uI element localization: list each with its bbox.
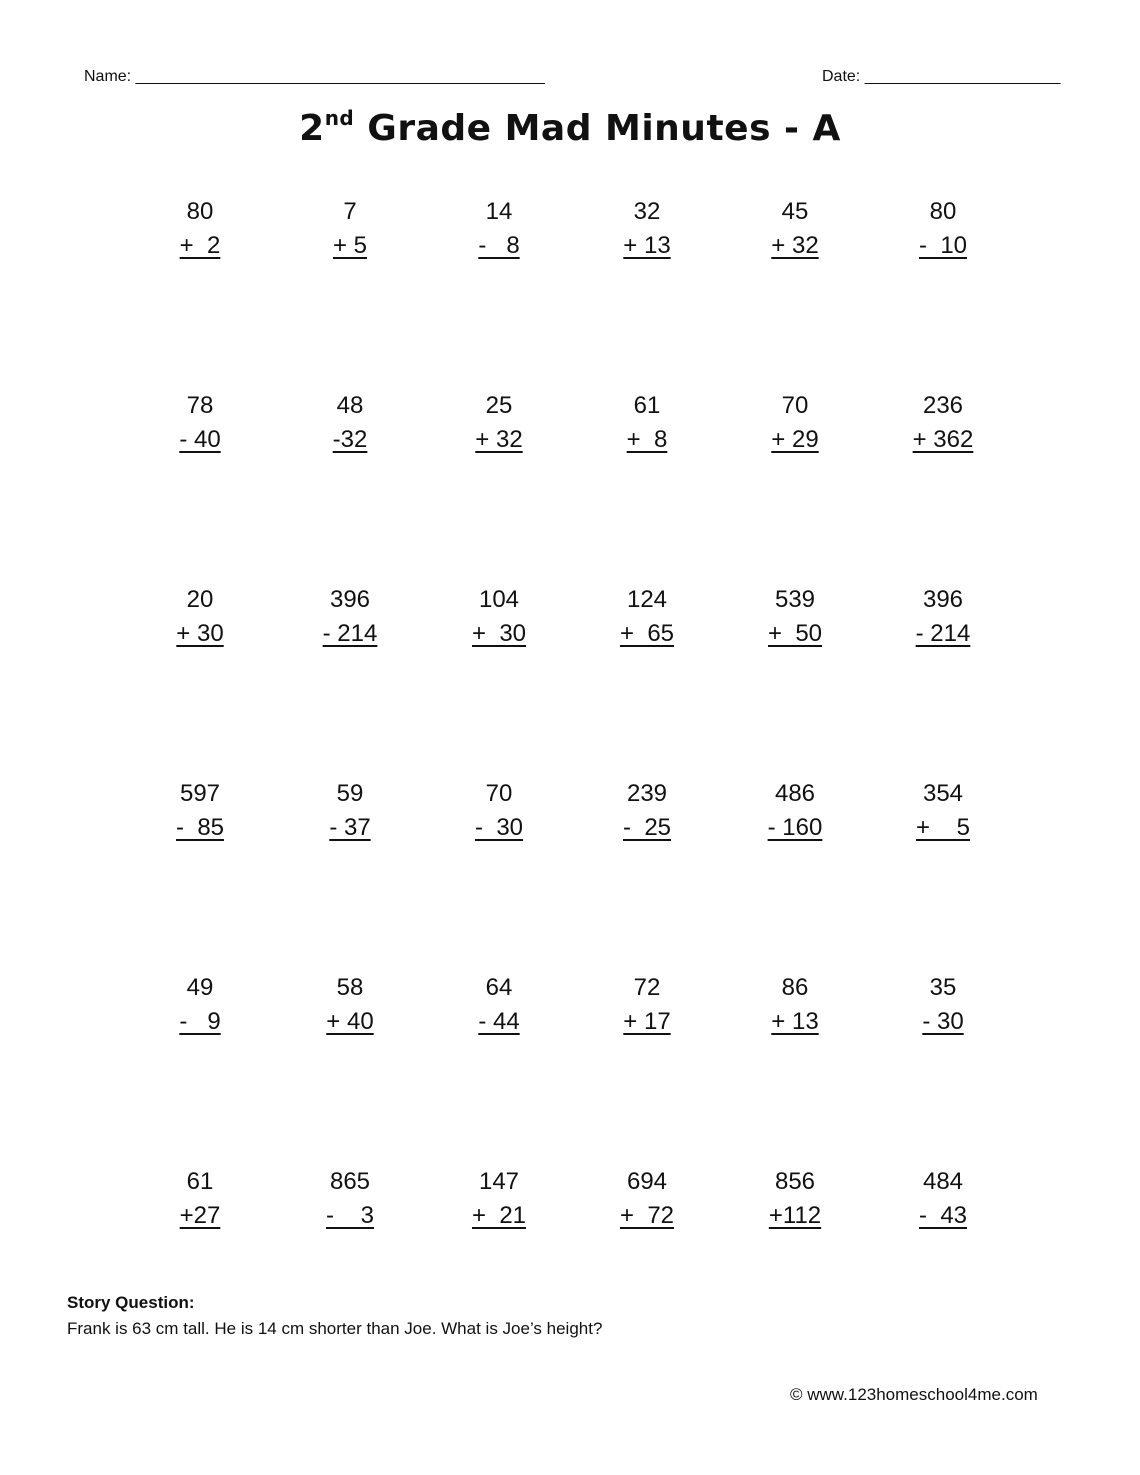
math-problem: [125, 971, 275, 1039]
problem-operator-line: [275, 229, 425, 263]
problem-top-number: 486: [774, 780, 816, 807]
math-problem: [868, 777, 1018, 845]
math-problem: [720, 971, 870, 1039]
problem-operator-line: [424, 1199, 574, 1233]
problem-operator-line: [275, 423, 425, 457]
problem-bottom-operand: + 65: [619, 620, 675, 647]
story-question-label: Story Question:: [67, 1293, 195, 1312]
math-problem: [868, 389, 1018, 457]
problem-bottom-operand: + 30: [471, 620, 527, 647]
problem-top-number: 32: [633, 198, 661, 225]
math-problem: [424, 389, 574, 457]
problem-bottom-operand: - 85: [175, 814, 225, 841]
problem-bottom-operand: - 44: [478, 1008, 520, 1035]
problem-bottom-operand: + 2: [179, 232, 221, 259]
problem-operator-line: [424, 229, 574, 263]
problem-top-number: 80: [929, 198, 957, 225]
problem-operator-line: [572, 1199, 722, 1233]
math-problem: [424, 1165, 574, 1233]
title-grade-number: 2: [299, 108, 325, 149]
problem-bottom-operand: + 5: [332, 232, 368, 259]
story-question-text: Frank is 63 cm tall. He is 14 cm shorter than Joe. What is Joe’s height?: [67, 1319, 603, 1338]
problem-operator-line: [275, 811, 425, 845]
problem-operator-line: [572, 1005, 722, 1039]
problem-top-number: 354: [922, 780, 964, 807]
math-problem: [868, 195, 1018, 263]
problem-operator-line: [868, 229, 1018, 263]
problem-top-number: 14: [485, 198, 513, 225]
problem-operator-line: [868, 1199, 1018, 1233]
problem-top-number: 64: [485, 974, 513, 1001]
problem-bottom-operand: + 32: [475, 426, 523, 453]
problem-bottom-operand: + 362: [912, 426, 974, 453]
math-problem: [720, 777, 870, 845]
problem-operator-line: [275, 617, 425, 651]
problem-top-number: 396: [329, 586, 371, 613]
problem-top-number: 35: [929, 974, 957, 1001]
problem-top-number: 70: [485, 780, 513, 807]
problem-top-number: 147: [478, 1168, 520, 1195]
math-problem: [424, 777, 574, 845]
problem-operator-line: [572, 617, 722, 651]
math-problem: [125, 195, 275, 263]
problem-bottom-operand: -32: [332, 426, 368, 453]
problem-bottom-operand: + 40: [326, 1008, 374, 1035]
math-problem: [572, 583, 722, 651]
problem-top-number: 80: [186, 198, 214, 225]
problem-operator-line: [868, 811, 1018, 845]
problem-operator-line: [424, 617, 574, 651]
math-problem: [720, 389, 870, 457]
math-problem: [720, 1165, 870, 1233]
math-problem: [424, 583, 574, 651]
math-problem: [572, 1165, 722, 1233]
problem-top-number: 48: [336, 392, 364, 419]
problem-top-number: 104: [478, 586, 520, 613]
problem-top-number: 61: [186, 1168, 214, 1195]
problem-bottom-operand: - 214: [915, 620, 971, 647]
problem-bottom-operand: + 30: [176, 620, 224, 647]
problem-operator-line: [720, 1199, 870, 1233]
problem-top-number: 124: [626, 586, 668, 613]
problem-operator-line: [572, 811, 722, 845]
problem-bottom-operand: - 25: [622, 814, 672, 841]
math-problem: [125, 1165, 275, 1233]
name-field-line: Name: ______________________________________________: [84, 68, 545, 85]
math-problem: [868, 583, 1018, 651]
problem-operator-line: [868, 423, 1018, 457]
problem-top-number: 597: [179, 780, 221, 807]
problem-top-number: 396: [922, 586, 964, 613]
problem-operator-line: [868, 1005, 1018, 1039]
copyright-text: © www.123homeschool4me.com: [790, 1385, 1038, 1404]
problem-operator-line: [424, 1005, 574, 1039]
problem-bottom-operand: - 9: [179, 1008, 221, 1035]
math-problem: [275, 583, 425, 651]
problem-operator-line: [868, 617, 1018, 651]
problem-top-number: 61: [633, 392, 661, 419]
problem-top-number: 865: [329, 1168, 371, 1195]
problem-operator-line: [275, 1005, 425, 1039]
problem-top-number: 59: [336, 780, 364, 807]
problem-bottom-operand: + 29: [771, 426, 819, 453]
math-problem: [275, 389, 425, 457]
problem-bottom-operand: - 160: [767, 814, 823, 841]
problem-operator-line: [125, 617, 275, 651]
math-problem: [572, 971, 722, 1039]
math-problem: [275, 195, 425, 263]
problem-bottom-operand: + 5: [915, 814, 971, 841]
problem-top-number: 86: [781, 974, 809, 1001]
problem-top-number: 694: [626, 1168, 668, 1195]
math-problem: [572, 389, 722, 457]
problem-top-number: 484: [922, 1168, 964, 1195]
math-problem: [424, 971, 574, 1039]
problem-top-number: 20: [186, 586, 214, 613]
problem-operator-line: [125, 423, 275, 457]
problem-operator-line: [720, 423, 870, 457]
problem-bottom-operand: - 3: [325, 1202, 374, 1229]
problem-operator-line: [720, 229, 870, 263]
problem-top-number: 7: [343, 198, 357, 225]
problem-bottom-operand: + 13: [623, 232, 671, 259]
problem-top-number: 236: [922, 392, 964, 419]
problem-operator-line: [572, 423, 722, 457]
problem-operator-line: [125, 811, 275, 845]
problem-top-number: 58: [336, 974, 364, 1001]
problem-top-number: 45: [781, 198, 809, 225]
problem-top-number: 49: [186, 974, 214, 1001]
problem-top-number: 856: [774, 1168, 816, 1195]
problem-bottom-operand: - 8: [478, 232, 520, 259]
math-problem: [720, 583, 870, 651]
problem-bottom-operand: - 43: [918, 1202, 968, 1229]
problem-operator-line: [720, 811, 870, 845]
problem-top-number: 539: [774, 586, 816, 613]
story-question: [67, 1290, 602, 1342]
problem-bottom-operand: - 40: [179, 426, 221, 453]
problem-operator-line: [125, 229, 275, 263]
math-problem: [125, 389, 275, 457]
math-problem: [424, 195, 574, 263]
math-problem: [868, 971, 1018, 1039]
math-problem: [125, 583, 275, 651]
problem-bottom-operand: + 8: [626, 426, 668, 453]
math-problem: [572, 195, 722, 263]
problem-bottom-operand: +112: [768, 1202, 822, 1229]
problem-top-number: 78: [186, 392, 214, 419]
math-problem: [868, 1165, 1018, 1233]
math-problem: [275, 777, 425, 845]
problem-top-number: 72: [633, 974, 661, 1001]
problem-operator-line: [424, 423, 574, 457]
problem-bottom-operand: +27: [179, 1202, 221, 1229]
problem-bottom-operand: - 37: [329, 814, 371, 841]
math-problem: [125, 777, 275, 845]
math-problem: [275, 971, 425, 1039]
problem-bottom-operand: - 214: [322, 620, 378, 647]
problem-top-number: 70: [781, 392, 809, 419]
problem-bottom-operand: - 30: [922, 1008, 964, 1035]
problem-bottom-operand: - 10: [918, 232, 968, 259]
math-problem: [720, 195, 870, 263]
problem-operator-line: [424, 811, 574, 845]
problem-operator-line: [125, 1199, 275, 1233]
title-text: Grade Mad Minutes - A: [354, 108, 841, 149]
math-problem: [572, 777, 722, 845]
problem-operator-line: [125, 1005, 275, 1039]
problem-bottom-operand: + 21: [471, 1202, 527, 1229]
math-problem: [275, 1165, 425, 1233]
title-ordinal-suffix: nd: [324, 106, 355, 130]
problem-bottom-operand: + 32: [771, 232, 819, 259]
problem-top-number: 239: [626, 780, 668, 807]
problem-bottom-operand: + 72: [619, 1202, 675, 1229]
problem-top-number: 25: [485, 392, 513, 419]
problem-bottom-operand: + 50: [767, 620, 823, 647]
problem-operator-line: [572, 229, 722, 263]
problem-bottom-operand: - 30: [474, 814, 524, 841]
problem-operator-line: [275, 1199, 425, 1233]
problem-bottom-operand: + 17: [623, 1008, 671, 1035]
problem-operator-line: [720, 617, 870, 651]
problem-bottom-operand: + 13: [771, 1008, 819, 1035]
date-field-line: Date: ______________________: [822, 68, 1061, 85]
problem-operator-line: [720, 1005, 870, 1039]
